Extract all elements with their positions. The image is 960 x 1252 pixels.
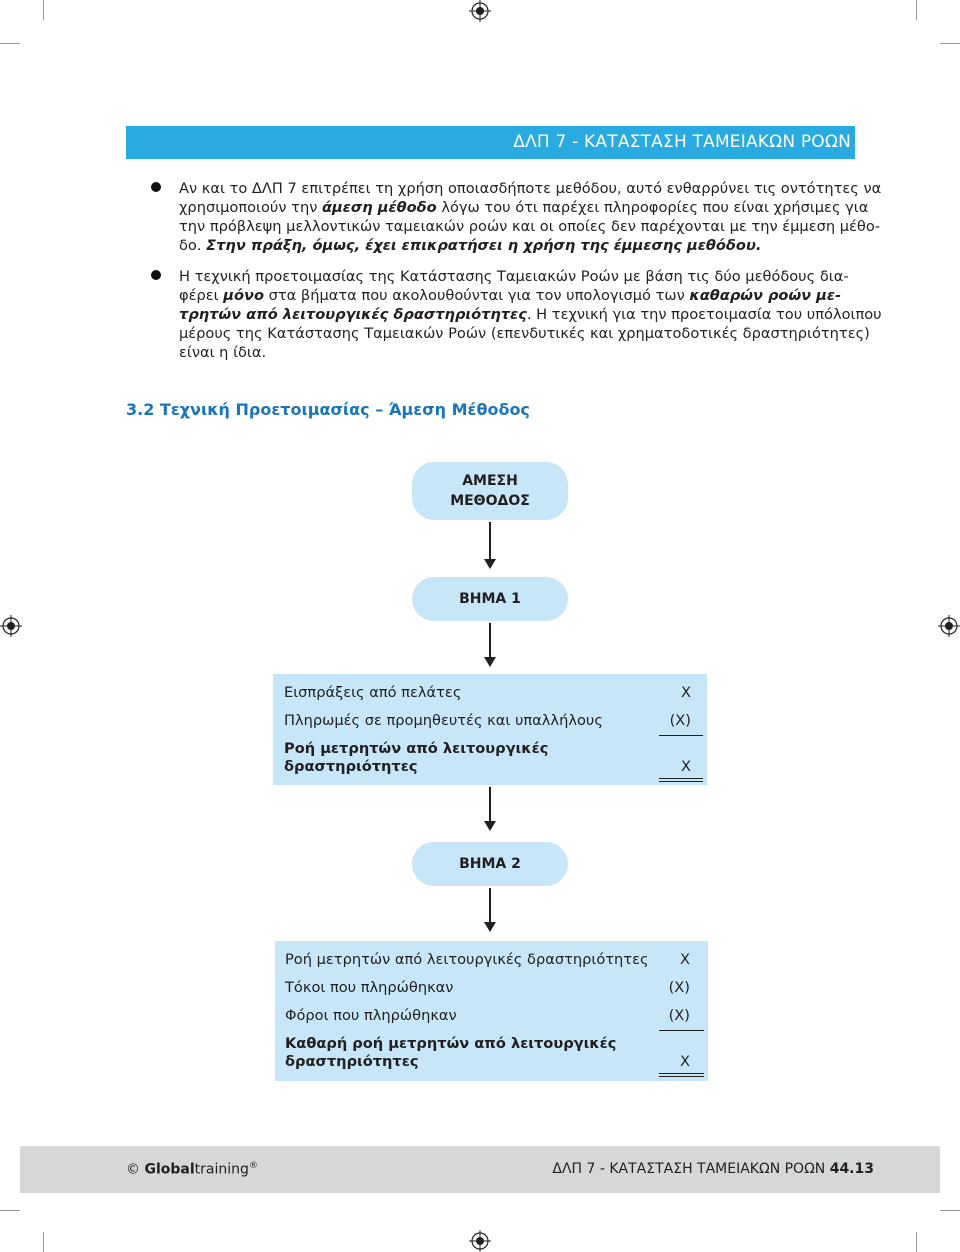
subtotal-rule (659, 735, 703, 736)
flow-start-node (412, 462, 568, 520)
registration-mark-right-icon (938, 615, 960, 637)
crop-line-bottom-left (0, 1210, 20, 1211)
flow-arrow (489, 888, 491, 924)
emphasis-text: καθαρών ροών με- (689, 287, 842, 304)
arrow-down-icon (484, 922, 496, 932)
text-span: δο. (179, 237, 207, 254)
copyright-symbol: © (126, 1161, 140, 1178)
total-value: X (681, 758, 691, 775)
paragraph-line (179, 286, 855, 305)
arrow-down-icon (484, 657, 496, 667)
text-span: χρησιμοποιούν την (179, 199, 322, 216)
arrow-down-icon (484, 559, 496, 569)
text-span: λόγω του ότι παρέχει πληροφορίες που είναι χρήσιμες για (436, 199, 869, 216)
total-double-rule (659, 778, 703, 779)
registration-mark-left-icon (0, 615, 22, 637)
crop-line-top-left-v (43, 0, 44, 20)
chapter-title: ΔΛΠ 7 - ΚΑΤΑΣΤΑΣΗ ΤΑΜΕΙΑΚΩΝ ΡΟΩΝ (513, 132, 851, 152)
paragraph-line: είναι η ίδια. (179, 344, 267, 361)
total-double-rule (659, 1073, 704, 1074)
crop-line-top-left (0, 43, 20, 44)
registration-mark-bottom-icon (469, 1230, 491, 1252)
total-label-line-2: δραστηριότητες (284, 758, 418, 775)
flow-step-2-label: ΒΗΜΑ 2 (459, 856, 521, 872)
emphasis-text: μόνο (223, 287, 264, 304)
total-label-line-2: δραστηριότητες (285, 1053, 419, 1070)
row-value: (X) (669, 712, 691, 729)
emphasis-text: τρητών από λειτουργικές δραστηριότητες (179, 306, 527, 323)
row-label: Πληρωμές σε προμηθευτές και υπαλλήλους (284, 712, 603, 729)
flow-start-line-2: ΜΕΘΟΔΟΣ (450, 493, 530, 509)
total-label-line-1: Καθαρή ροή μετρητών από λειτουργικές (285, 1035, 617, 1052)
paragraph-line (179, 198, 869, 217)
row-label: Εισπράξεις από πελάτες (284, 684, 462, 701)
row-value: (X) (668, 979, 690, 996)
flow-step-1-label: ΒΗΜΑ 1 (459, 591, 521, 607)
flow-step-2-node (412, 842, 568, 886)
paragraph-line: μέρους της Κατάστασης Ταμειακών Ροών (επενδυτικές και χρηματοδοτικές δραστηριότητες) (179, 325, 870, 342)
footer-chapter-title: ΔΛΠ 7 - ΚΑΤΑΣΤΑΣΗ ΤΑΜΕΙΑΚΩΝ ΡΟΩΝ (552, 1161, 826, 1177)
crop-line-top-right-v (916, 0, 917, 20)
crop-line-bottom-right (940, 1210, 960, 1211)
emphasis-text: Στην πράξη, όμως, έχει επικρατήσει η χρήση της έμμεσης μεθόδου. (206, 237, 762, 254)
paragraph-line: Αν και το ΔΛΠ 7 επιτρέπει τη χρήση οποιασδήποτε μεθόδου, αυτό ενθαρρύνει τις οντότητες να (179, 180, 882, 197)
paragraph-line (179, 305, 882, 324)
brand-name-bold: Global (144, 1161, 195, 1178)
row-value: (X) (668, 1007, 690, 1024)
registered-symbol: ® (248, 1161, 258, 1171)
chapter-header (126, 126, 855, 159)
footer-chapter (552, 1161, 874, 1177)
bullet-icon (151, 270, 161, 280)
bullet-paragraph-1 (179, 179, 882, 255)
total-value: X (680, 1053, 690, 1070)
row-label: Φόροι που πληρώθηκαν (285, 1007, 457, 1024)
arrow-down-icon (484, 821, 496, 831)
crop-line-bottom-left-v (43, 1232, 44, 1252)
bullet-icon (151, 182, 161, 192)
page-number: 44.13 (829, 1161, 874, 1177)
flow-step-2-box (275, 941, 708, 1081)
crop-line-bottom-right-v (916, 1232, 917, 1252)
total-double-rule (659, 781, 703, 782)
row-label: Ροή μετρητών από λειτουργικές δραστηριότητες (285, 951, 649, 968)
section-title: 3.2 Τεχνική Προετοιμασίας – Άμεση Μέθοδος (126, 400, 530, 419)
text-span: στα βήματα που ακολουθούνται για τον υπολογισμό των (263, 287, 690, 304)
flow-arrow (489, 522, 491, 560)
flow-step-1-box (273, 674, 707, 785)
footer-brand (126, 1161, 258, 1178)
total-label-line-1: Ροή μετρητών από λειτουργικές (284, 740, 549, 757)
flow-step-1-node (412, 577, 568, 621)
registration-mark-top-icon (469, 0, 491, 22)
row-value: X (680, 951, 690, 968)
text-span: φέρει (179, 287, 224, 304)
paragraph-line: την πρόβλεψη μελλοντικών ταμειακών ροών και οι οποίες δεν παρέχονται με την έμμεση μέθο- (179, 218, 881, 235)
crop-line-top-right (940, 43, 960, 44)
bullet-paragraph-2 (179, 267, 882, 362)
paragraph-line (179, 236, 855, 255)
paragraph-line: Η τεχνική προετοιμασίας της Κατάστασης Ταμειακών Ροών με βάση τις δύο μεθόδους δια- (179, 268, 849, 285)
text-span: . Η τεχνική για την προετοιμασία του υπόλοιπου (526, 306, 882, 323)
subtotal-rule (659, 1030, 704, 1031)
row-value: X (681, 684, 691, 701)
brand-name-rest: training (194, 1161, 249, 1178)
total-double-rule (659, 1076, 704, 1077)
emphasis-text: άμεση μέθοδο (322, 199, 437, 216)
flow-start-line-1: ΑΜΕΣΗ (462, 473, 518, 489)
row-label: Τόκοι που πληρώθηκαν (285, 979, 454, 996)
flow-arrow (489, 623, 491, 659)
flow-arrow (489, 787, 491, 823)
